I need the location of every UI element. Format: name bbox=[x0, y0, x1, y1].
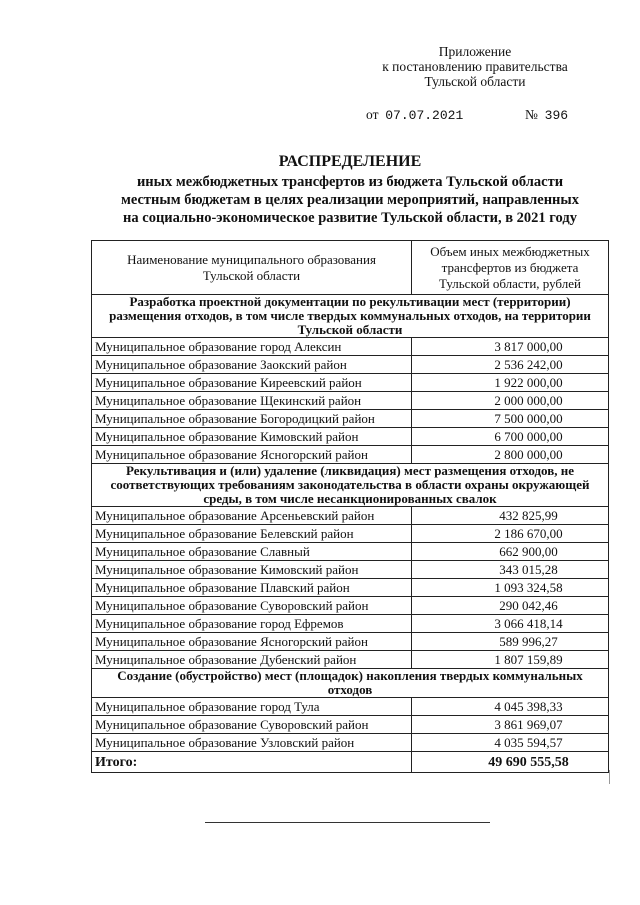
appendix-line: к постановлению правительства bbox=[382, 59, 568, 74]
section-row bbox=[92, 464, 609, 507]
municipality-name: Муниципальное образование Белевский район bbox=[92, 525, 412, 543]
section-title: Разработка проектной документации по рекультивации мест (территории) размещения отходов, в том числе твердых коммунальных отходов, на территории Тульской области bbox=[92, 295, 609, 338]
transfer-amount: 589 996,27 bbox=[412, 633, 609, 651]
transfer-amount: 4 035 594,57 bbox=[412, 734, 609, 752]
table-row bbox=[92, 392, 609, 410]
decree-date bbox=[366, 107, 463, 123]
municipality-name: Муниципальное образование Дубенский район bbox=[92, 651, 412, 669]
signature-line bbox=[205, 822, 490, 823]
allocation-table bbox=[91, 240, 609, 773]
municipality-name: Муниципальное образование Заокский район bbox=[92, 356, 412, 374]
section-title: Создание (обустройство) мест (площадок) накопления твердых коммунальных отходов bbox=[92, 669, 609, 698]
total-label: Итого: bbox=[92, 752, 412, 773]
subtitle-line: местным бюджетам в целях реализации мероприятий, направленных bbox=[120, 192, 579, 208]
transfer-amount: 432 825,99 bbox=[412, 507, 609, 525]
number-value: 396 bbox=[544, 108, 569, 123]
municipality-name: Муниципальное образование город Алексин bbox=[92, 338, 412, 356]
table-row bbox=[92, 698, 609, 716]
table-row bbox=[92, 525, 609, 543]
total-row bbox=[92, 752, 609, 773]
table-row bbox=[92, 507, 609, 525]
municipality-name: Муниципальное образование Щекинский район bbox=[92, 392, 412, 410]
table-row bbox=[92, 561, 609, 579]
table-row bbox=[92, 633, 609, 651]
municipality-name: Муниципальное образование город Ефремов bbox=[92, 615, 412, 633]
appendix-line: Приложение bbox=[438, 44, 512, 59]
transfer-amount: 2 800 000,00 bbox=[412, 446, 609, 464]
municipality-name: Муниципальное образование Суворовский район bbox=[92, 597, 412, 615]
subtitle-line: на социально-экономическое развитие Тульской области, в 2021 году bbox=[123, 210, 577, 226]
table-row bbox=[92, 338, 609, 356]
appendix-line: Тульской области bbox=[424, 74, 526, 89]
municipality-name: Муниципальное образование Славный bbox=[92, 543, 412, 561]
transfer-amount: 2 000 000,00 bbox=[412, 392, 609, 410]
decree-number bbox=[525, 107, 568, 123]
table-row bbox=[92, 428, 609, 446]
table-row bbox=[92, 356, 609, 374]
municipality-name: Муниципальное образование Кимовский район bbox=[92, 561, 412, 579]
transfer-amount: 7 500 000,00 bbox=[412, 410, 609, 428]
transfer-amount: 6 700 000,00 bbox=[412, 428, 609, 446]
transfer-amount: 3 861 969,07 bbox=[412, 716, 609, 734]
document-subtitle bbox=[80, 173, 620, 227]
municipality-name: Муниципальное образование Богородицкий район bbox=[92, 410, 412, 428]
table-row bbox=[92, 446, 609, 464]
table-row bbox=[92, 543, 609, 561]
transfer-amount: 2 186 670,00 bbox=[412, 525, 609, 543]
transfer-amount: 662 900,00 bbox=[412, 543, 609, 561]
municipality-name: Муниципальное образование Киреевский район bbox=[92, 374, 412, 392]
municipality-name: Муниципальное образование Плавский район bbox=[92, 579, 412, 597]
section-title: Рекультивация и (или) удаление (ликвидация) мест размещения отходов, не соответствующих требованиям законодательства в области охраны окружающей среды, в том числе несанкционированных свалок bbox=[92, 464, 609, 507]
subtitle-line: иных межбюджетных трансфертов из бюджета Тульской области bbox=[136, 174, 564, 190]
transfer-amount: 290 042,46 bbox=[412, 597, 609, 615]
transfer-amount: 1 922 000,00 bbox=[412, 374, 609, 392]
transfer-amount: 2 536 242,00 bbox=[412, 356, 609, 374]
table-row bbox=[92, 597, 609, 615]
transfer-amount: 3 817 000,00 bbox=[412, 338, 609, 356]
table-row bbox=[92, 374, 609, 392]
municipality-name: Муниципальное образование Арсеньевский район bbox=[92, 507, 412, 525]
table-row bbox=[92, 734, 609, 752]
table-row bbox=[92, 615, 609, 633]
date-prefix: от bbox=[366, 107, 379, 122]
municipality-name: Муниципальное образование Суворовский район bbox=[92, 716, 412, 734]
date-value: 07.07.2021 bbox=[385, 108, 464, 123]
transfer-amount: 343 015,28 bbox=[412, 561, 609, 579]
appendix-block bbox=[360, 44, 590, 89]
transfer-amount: 3 066 418,14 bbox=[412, 615, 609, 633]
table-header-row bbox=[92, 241, 609, 295]
transfer-amount: 1 807 159,89 bbox=[412, 651, 609, 669]
municipality-name: Муниципальное образование Ясногорский район bbox=[92, 633, 412, 651]
margin-mark bbox=[609, 770, 610, 784]
municipality-name: Муниципальное образование город Тула bbox=[92, 698, 412, 716]
section-row bbox=[92, 669, 609, 698]
section-row bbox=[92, 295, 609, 338]
header-amount: Объем иных межбюджетных трансфертов из бюджета Тульской области, рублей bbox=[412, 241, 609, 295]
total-amount: 49 690 555,58 bbox=[412, 752, 609, 773]
municipality-name: Муниципальное образование Кимовский район bbox=[92, 428, 412, 446]
table-row bbox=[92, 410, 609, 428]
header-name: Наименование муниципального образования Тульской области bbox=[92, 241, 412, 295]
document-title: РАСПРЕДЕЛЕНИЕ bbox=[278, 153, 422, 170]
transfer-amount: 4 045 398,33 bbox=[412, 698, 609, 716]
table-row bbox=[92, 579, 609, 597]
municipality-name: Муниципальное образование Узловский район bbox=[92, 734, 412, 752]
number-sign: № bbox=[525, 107, 538, 122]
municipality-name: Муниципальное образование Ясногорский район bbox=[92, 446, 412, 464]
table-row bbox=[92, 651, 609, 669]
transfer-amount: 1 093 324,58 bbox=[412, 579, 609, 597]
table-row bbox=[92, 716, 609, 734]
